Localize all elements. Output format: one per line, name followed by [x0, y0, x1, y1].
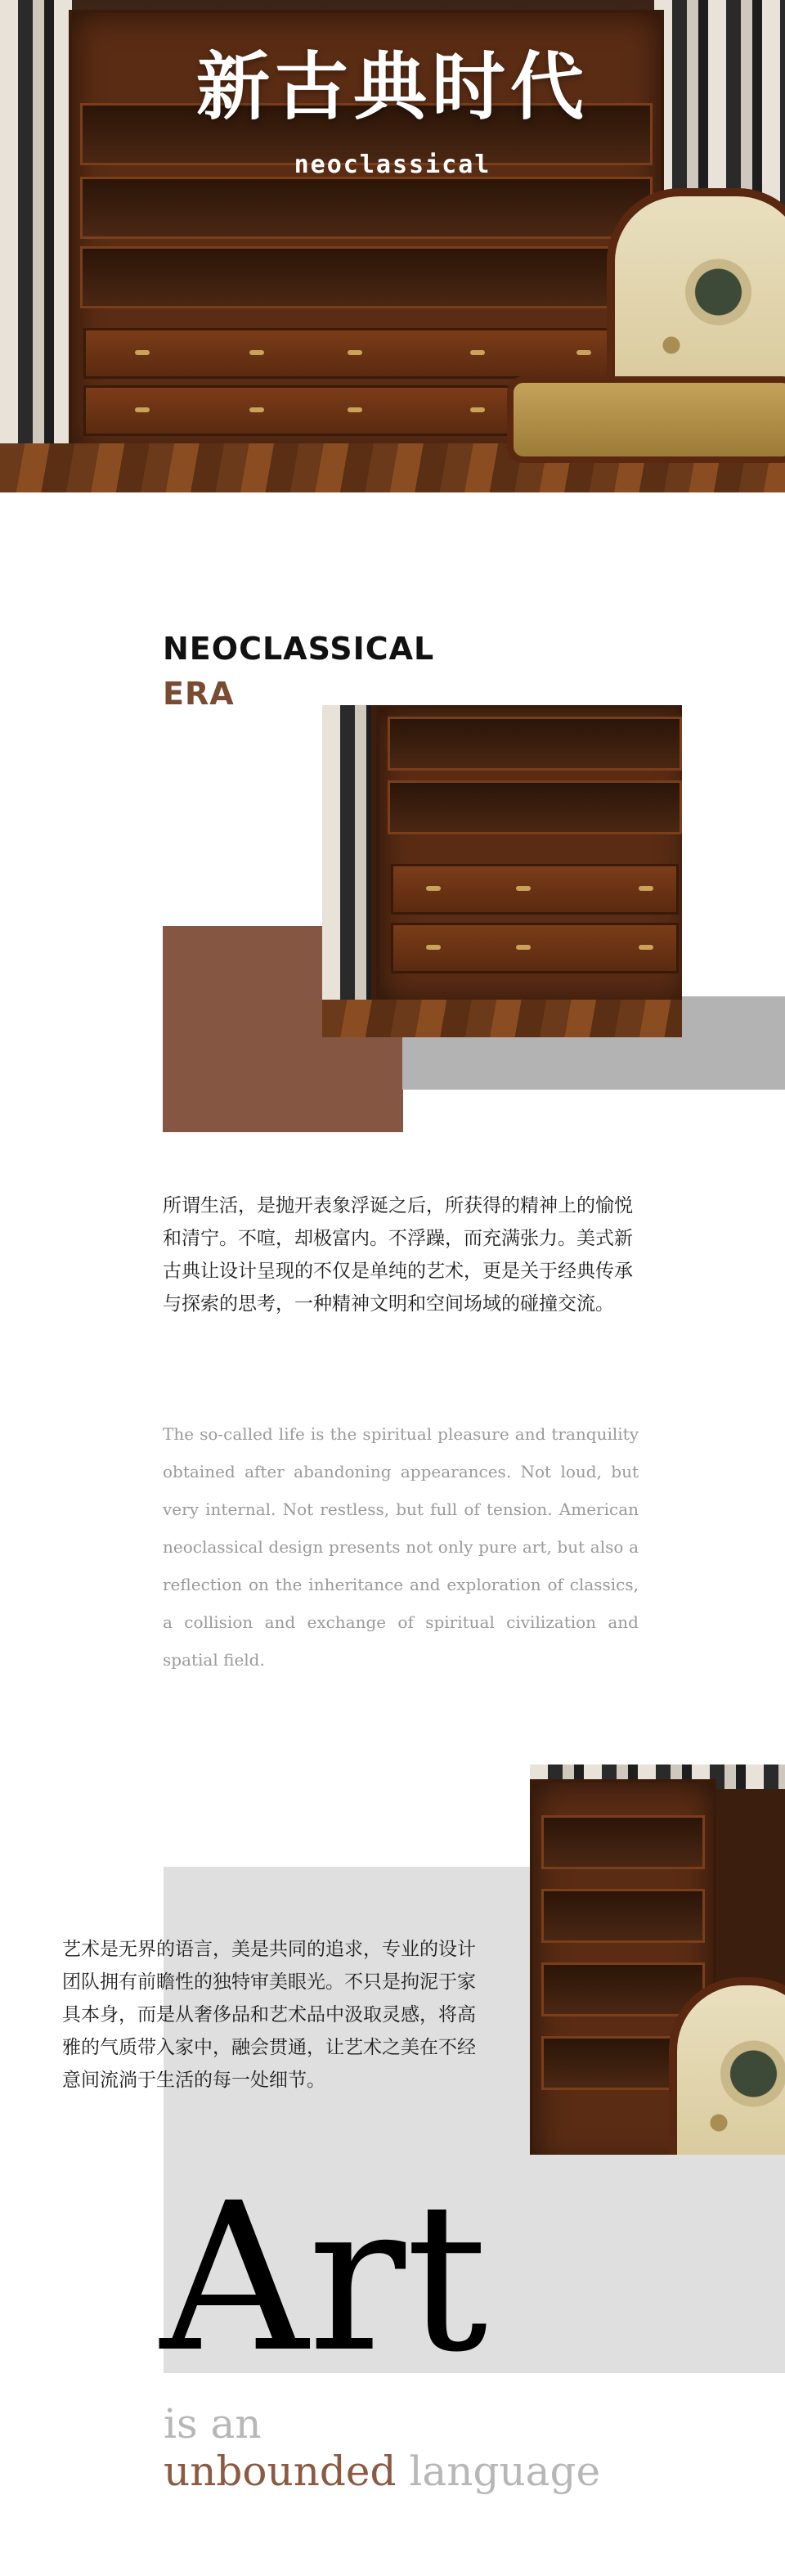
art-display-word: Art — [160, 2159, 488, 2397]
hero-title: 新古典时代 — [196, 44, 589, 130]
tagline-line2 — [164, 2448, 601, 2495]
intro-paragraph-en: The so-called life is the spiritual pleasure and tranquility obtained after abandoning appearances. Not loud, but very internal. Not restless, but full of tension. American neoclassical design presents not only pure art, but also a reflection on the inheritance and exploration of classics, a collision and exchange of spiritual civilization and spatial field. — [163, 1424, 639, 1670]
section-heading-line1: NEOCLASSICAL — [163, 631, 435, 667]
tagline-word-language: language — [409, 2448, 601, 2495]
tagline-word-unbounded: unbounded — [164, 2448, 397, 2495]
tagline-line1: is an — [164, 2400, 262, 2448]
section-heading-line2: ERA — [163, 676, 235, 712]
bookcase-photo — [322, 705, 682, 1037]
armchair-seat — [507, 376, 785, 463]
art-paragraph-cn: 艺术是无界的语言，美是共同的追求，专业的设计团队拥有前瞻性的独特审美眼光。不只是拘泥于家具本身，而是从奢侈品和艺术品中汲取灵感，将高雅的气质带入家中，融会贯通，让艺术之美在不经意间流淌于生活的每一处细节。 — [62, 1939, 476, 2091]
hero-subtitle: neoclassical — [294, 151, 491, 179]
cabinet-chair-photo — [530, 1765, 785, 2155]
hero-banner — [0, 0, 785, 492]
intro-paragraph-cn: 所谓生活，是抛开表象浮诞之后，所获得的精神上的愉悦和清宁。不喧，却极富内。不浮躁，而充满张力。美式新古典让设计呈现的不仅是单纯的艺术，更是关于经典传承与探索的思考，一种精神文明和空间场域的碰撞交流。 — [163, 1195, 633, 1315]
